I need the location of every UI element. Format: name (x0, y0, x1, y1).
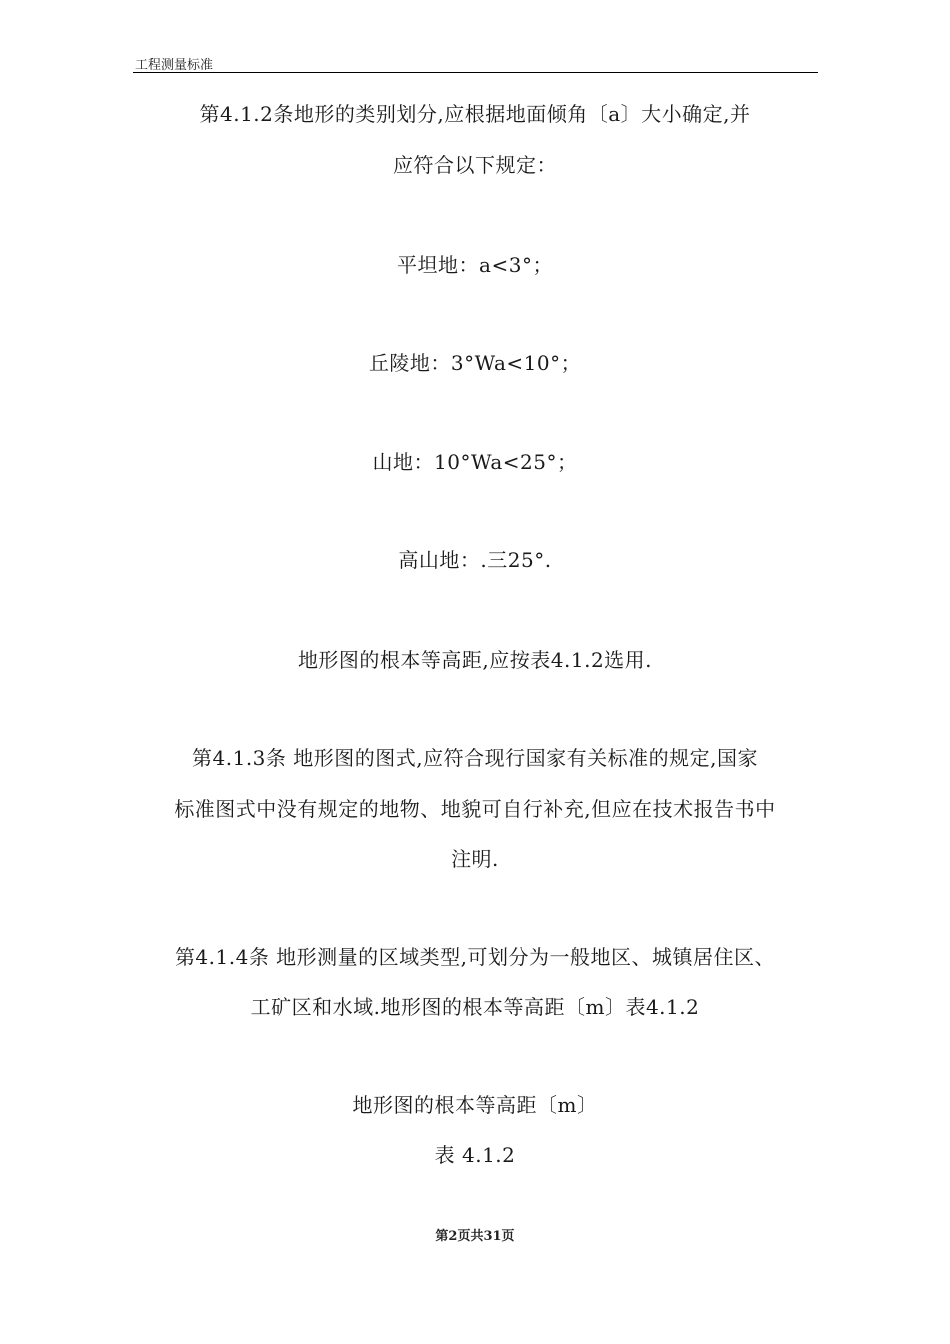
contour-interval-note: 地形图的根本等高距,应按表4.1.2选用. (297, 648, 653, 672)
terrain-high-mountain: 高山地：.三25°. (398, 548, 552, 572)
clause-4-1-4-line-1: 第4.1.4条 地形测量的区域类型,可划分为一般地区、城镇居住区、 (174, 945, 776, 969)
clause-4-1-3-line-2: 标准图式中没有规定的地物、地貌可自行补充,但应在技术报告书中 (174, 797, 776, 821)
terrain-flat: 平坦地：a<3°； (397, 253, 553, 277)
table-caption-number: 表 4.1.2 (434, 1143, 516, 1167)
page-number: 第2页共31页 (435, 1229, 515, 1244)
clause-4-1-2-line-1: 第4.1.2条地形的类别划分,应根据地面倾角〔a〕大小确定,并 (199, 102, 751, 126)
header-title: 工程测量标准 (135, 58, 214, 73)
header-divider (133, 72, 818, 73)
clause-4-1-4-line-2: 工矿区和水域.地形图的根本等高距〔m〕表4.1.2 (250, 995, 700, 1019)
table-caption-title: 地形图的根本等高距〔m〕 (352, 1093, 598, 1117)
clause-4-1-3-line-1: 第4.1.3条 地形图的图式,应符合现行国家有关标准的规定,国家 (192, 746, 758, 770)
clause-4-1-2-line-2: 应符合以下规定： (393, 153, 557, 177)
terrain-hilly: 丘陵地：3°Wa<10°； (368, 351, 582, 375)
clause-4-1-3-line-3: 注明. (451, 847, 499, 871)
terrain-mountain: 山地：10°Wa<25°； (372, 450, 578, 474)
